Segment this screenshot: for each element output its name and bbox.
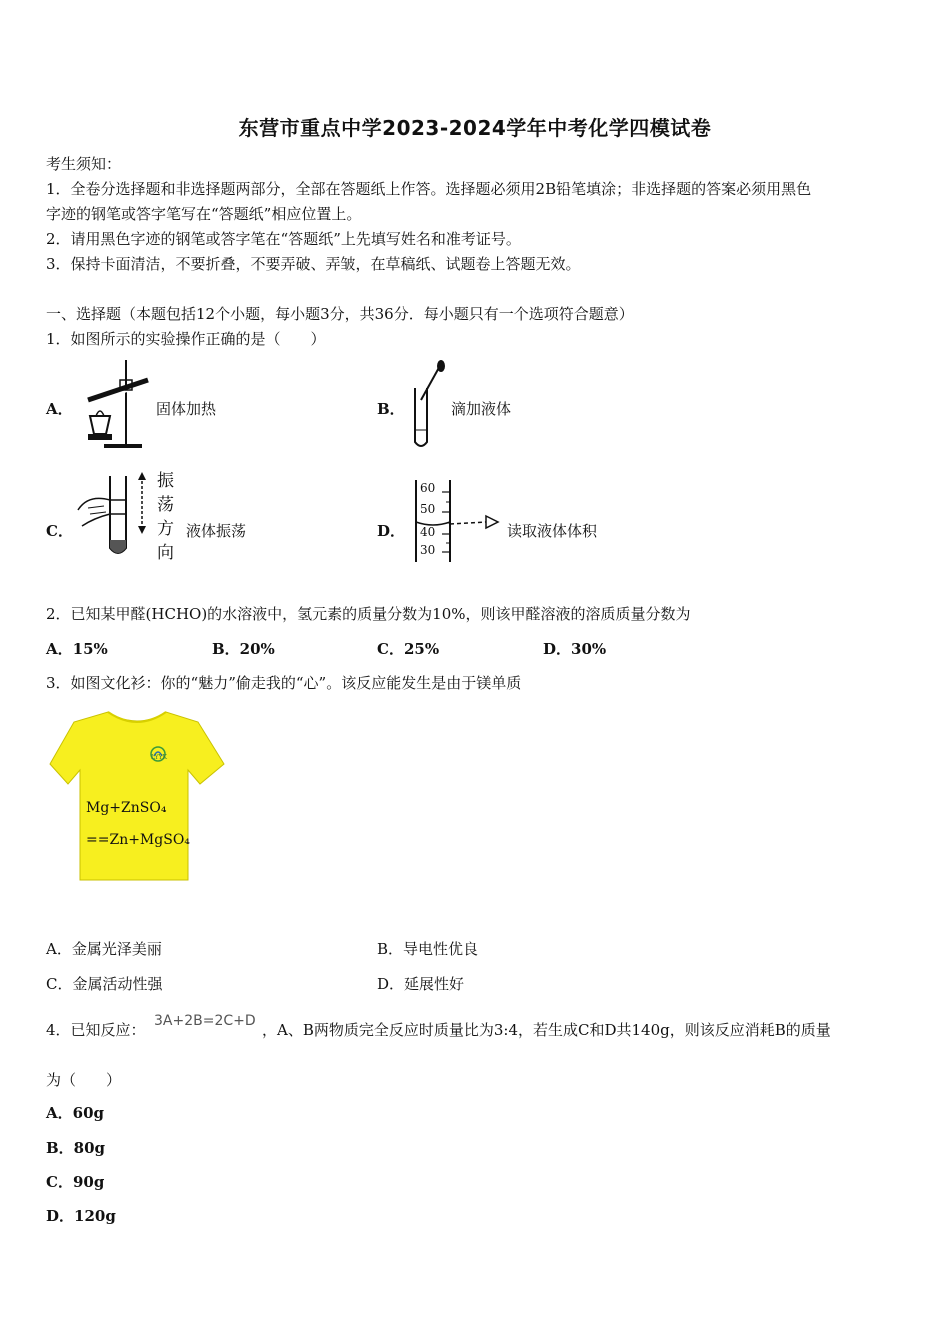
q4-stem-suffix: ，A、B两物质完全反应时质量比为3:4，若生成C和D共140g，则该反应消耗B的质量 (262, 1021, 831, 1039)
q2-option-a: A．15% (46, 640, 108, 658)
q2-stem: 2．已知某甲醛(HCHO)的水溶液中，氢元素的质量分数为10%，则该甲醛溶液的溶质质量分数为 (46, 605, 691, 623)
q1-option-b-letter: B． (377, 400, 405, 418)
q4-option-d: D．120g (46, 1207, 116, 1225)
q1-option-a-letter: A． (46, 400, 73, 418)
page-title: 东营市重点中学2023-2024学年中考化学四模试卷 (238, 116, 712, 140)
q4-equation: 3A+2B=2C+D (154, 1013, 256, 1029)
shake-direction-char-2: 荡 (157, 495, 174, 515)
notice-item-3: 3．保持卡面清洁，不要折叠，不要弄破、弄皱，在草稿纸、试题卷上答题无效。 (46, 255, 581, 273)
tshirt-equation-line1: Mg+ZnSO₄ (86, 800, 167, 816)
scale-60: 60 (420, 481, 436, 495)
section-heading: 一、选择题（本题包括12个小题，每小题3分，共36分．每小题只有一个选项符合题意） (46, 305, 634, 323)
notice-item-2: 2．请用黑色字迹的钢笔或答字笔在“答题纸”上先填写姓名和准考证号。 (46, 230, 521, 248)
q1-option-c-label: 液体振荡 (186, 522, 247, 540)
shake-direction-char-1: 振 (157, 471, 174, 491)
solid-heating-figure (76, 360, 156, 452)
q2-option-b: B．20% (212, 640, 275, 658)
scale-30: 30 (420, 543, 436, 557)
q3-option-d: D．延展性好 (377, 975, 465, 993)
dropper-figure (405, 360, 449, 452)
q1-option-d-label: 读取液体体积 (507, 522, 598, 540)
notice-item-1-cont: 字迹的钢笔或答字笔写在“答题纸”相应位置上。 (46, 205, 362, 223)
q4-stem-prefix: 4．已知反应： (46, 1021, 146, 1039)
notice-heading: 考生须知： (46, 155, 122, 173)
tshirt-equation-line2: ==Zn+MgSO₄ (86, 832, 190, 848)
scale-50: 50 (420, 502, 436, 516)
q1-option-d-letter: D． (377, 522, 406, 540)
tshirt-figure (48, 708, 226, 884)
shaking-tube-figure (74, 470, 154, 562)
q1-option-c-letter: C． (46, 522, 73, 540)
q4-stem-line2: 为（ ） (46, 1071, 122, 1089)
q3-option-c: C．金属活动性强 (46, 975, 163, 993)
q3-option-b: B．导电性优良 (377, 940, 479, 958)
q1-stem: 1．如图所示的实验操作正确的是（ ） (46, 330, 326, 348)
shake-direction-char-4: 向 (157, 543, 174, 563)
q1-option-a-label: 固体加热 (156, 400, 217, 418)
q2-option-d: D．30% (543, 640, 607, 658)
notice-item-1: 1．全卷分选择题和非选择题两部分，全部在答题纸上作答。选择题必须用2B铅笔填涂；非选择题的答案必须用黑色 (46, 180, 812, 198)
shake-direction-char-3: 方 (157, 519, 174, 539)
q1-option-b-label: 滴加液体 (451, 400, 512, 418)
q3-option-a: A．金属光泽美丽 (46, 940, 162, 958)
q2-option-c: C．25% (377, 640, 440, 658)
q4-option-b: B．80g (46, 1139, 106, 1157)
q4-option-a: A．60g (46, 1104, 105, 1122)
scale-40: 40 (420, 525, 436, 539)
q3-stem: 3．如图文化衫：你的“魅力”偷走我的“心”。该反应能发生是由于镁单质 (46, 674, 522, 692)
q4-option-c: C．90g (46, 1173, 105, 1191)
tshirt-logo-text: LYYK (151, 754, 168, 761)
